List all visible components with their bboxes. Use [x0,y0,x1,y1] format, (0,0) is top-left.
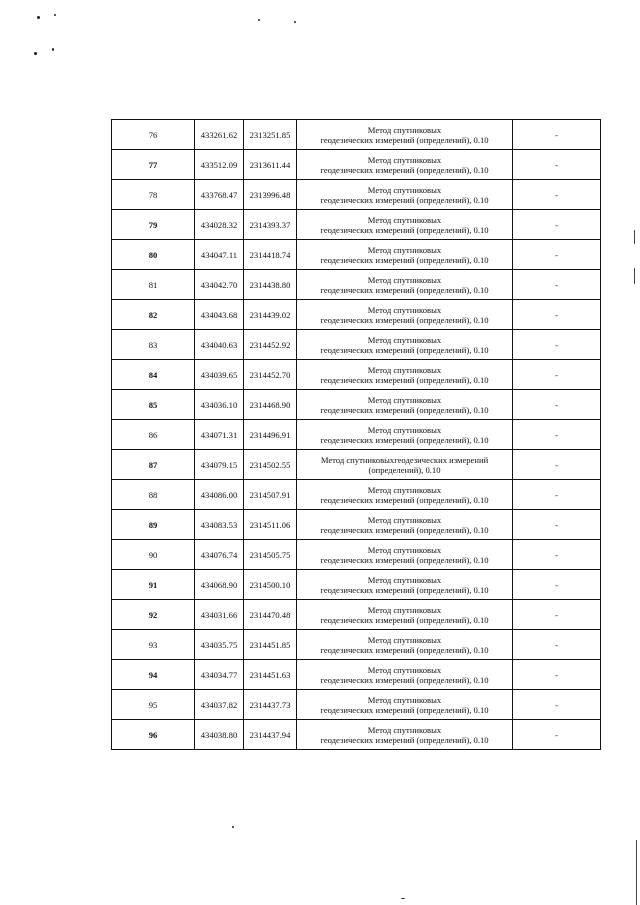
x-coordinate-cell: 434042.70 [195,270,244,300]
point-number-cell: 80 [112,240,195,270]
table-row [112,120,601,150]
error-cell: - [513,210,601,240]
error-cell: - [513,630,601,660]
method-line-1: Метод спутниковых [367,634,442,645]
error-cell: - [513,600,601,630]
point-number-cell: 82 [112,300,195,330]
table-row [112,660,601,690]
scan-speck [54,14,56,16]
scan-edge-line [634,268,635,284]
x-coordinate-cell: 433261.62 [195,120,244,150]
error-cell: - [513,660,601,690]
method-line-1: Метод спутниковых [367,664,442,675]
y-coordinate-cell: 2314452.70 [244,360,297,390]
method-line-2: геодезических измерений (определений), 0.10 [320,374,489,385]
method-line-1: Метод спутниковых [367,544,442,555]
y-coordinate-cell: 2314393.37 [244,210,297,240]
method-cell [297,540,513,570]
method-line-1: Метод спутниковых [367,334,442,345]
method-line-1: Метод спутниковых [367,364,442,375]
point-number-cell: 78 [112,180,195,210]
point-number-cell: 89 [112,510,195,540]
method-line-2: геодезических измерений (определений), 0.10 [320,524,489,535]
x-coordinate-cell: 434043.68 [195,300,244,330]
x-coordinate-cell: 434038.80 [195,720,244,750]
method-line-2: геодезических измерений (определений), 0.10 [320,134,489,145]
y-coordinate-cell: 2314451.85 [244,630,297,660]
scan-speck [258,19,260,21]
coordinates-table [111,119,601,750]
method-line-2: геодезических измерений (определений), 0.10 [320,284,489,295]
method-cell [297,270,513,300]
error-cell: - [513,360,601,390]
x-coordinate-cell: 434040.63 [195,330,244,360]
table-row [112,240,601,270]
error-cell: - [513,180,601,210]
error-cell: - [513,570,601,600]
point-number-cell: 90 [112,540,195,570]
method-cell [297,420,513,450]
x-coordinate-cell: 434083.53 [195,510,244,540]
method-line-2: геодезических измерений (определений), 0.10 [320,554,489,565]
method-line-2: геодезических измерений (определений), 0.10 [320,614,489,625]
x-coordinate-cell: 434028.32 [195,210,244,240]
scan-speck [37,16,40,19]
x-coordinate-cell: 433768.47 [195,180,244,210]
method-line-1: Метод спутниковых [367,124,442,135]
y-coordinate-cell: 2314437.94 [244,720,297,750]
point-number-cell: 84 [112,360,195,390]
y-coordinate-cell: 2314496.91 [244,420,297,450]
method-cell [297,300,513,330]
method-line-2: геодезических измерений (определений), 0.10 [320,164,489,175]
table-row [112,390,601,420]
method-cell [297,210,513,240]
method-line-1: Метод спутниковых [367,244,442,255]
error-cell: - [513,240,601,270]
x-coordinate-cell: 434071.31 [195,420,244,450]
y-coordinate-cell: 2314452.92 [244,330,297,360]
method-line-1: Метод спутниковых [367,514,442,525]
scan-speck [401,898,405,899]
method-cell [297,240,513,270]
error-cell: - [513,390,601,420]
x-coordinate-cell: 434047.11 [195,240,244,270]
point-number-cell: 88 [112,480,195,510]
point-number-cell: 87 [112,450,195,480]
method-line-1: Метод спутниковых [367,574,442,585]
method-line-2: (определений), 0.10 [368,464,441,475]
method-cell [297,660,513,690]
method-line-2: геодезических измерений (определений), 0.10 [320,434,489,445]
point-number-cell: 83 [112,330,195,360]
x-coordinate-cell: 434031.66 [195,600,244,630]
method-cell [297,360,513,390]
method-cell [297,510,513,540]
method-cell [297,720,513,750]
method-line-2: геодезических измерений (определений), 0.10 [320,194,489,205]
table-row [112,570,601,600]
method-cell [297,570,513,600]
y-coordinate-cell: 2314468.90 [244,390,297,420]
method-cell [297,180,513,210]
error-cell: - [513,300,601,330]
scan-speck [52,48,54,51]
method-line-1: Метод спутниковых [367,154,442,165]
table-row [112,510,601,540]
y-coordinate-cell: 2314502.55 [244,450,297,480]
method-line-2: геодезических измерений (определений), 0.10 [320,404,489,415]
error-cell: - [513,480,601,510]
method-line-1: Метод спутниковых [367,484,442,495]
error-cell: - [513,540,601,570]
y-coordinate-cell: 2314500.10 [244,570,297,600]
error-cell: - [513,720,601,750]
point-number-cell: 94 [112,660,195,690]
x-coordinate-cell: 434086.00 [195,480,244,510]
point-number-cell: 96 [112,720,195,750]
method-line-2: геодезических измерений (определений), 0.10 [320,254,489,265]
point-number-cell: 79 [112,210,195,240]
point-number-cell: 92 [112,600,195,630]
error-cell: - [513,690,601,720]
method-cell [297,450,513,480]
x-coordinate-cell: 434036.10 [195,390,244,420]
point-number-cell: 85 [112,390,195,420]
table-row [112,330,601,360]
table-row [112,420,601,450]
method-line-1: Метод спутниковыхгеодезических измерений [320,454,489,465]
error-cell: - [513,330,601,360]
error-cell: - [513,420,601,450]
x-coordinate-cell: 434034.77 [195,660,244,690]
point-number-cell: 76 [112,120,195,150]
method-line-1: Метод спутниковых [367,394,442,405]
method-line-1: Метод спутниковых [367,424,442,435]
method-line-2: геодезических измерений (определений), 0.10 [320,584,489,595]
method-cell [297,330,513,360]
x-coordinate-cell: 434068.90 [195,570,244,600]
method-cell [297,120,513,150]
method-cell [297,690,513,720]
error-cell: - [513,270,601,300]
y-coordinate-cell: 2314470.48 [244,600,297,630]
y-coordinate-cell: 2313996.48 [244,180,297,210]
y-coordinate-cell: 2314439.02 [244,300,297,330]
method-cell [297,630,513,660]
method-line-1: Метод спутниковых [367,694,442,705]
error-cell: - [513,150,601,180]
table-row [112,180,601,210]
method-cell [297,480,513,510]
y-coordinate-cell: 2314505.75 [244,540,297,570]
table-row [112,300,601,330]
x-coordinate-cell: 434037.82 [195,690,244,720]
method-cell [297,150,513,180]
method-line-1: Метод спутниковых [367,724,442,735]
table-row [112,600,601,630]
method-line-1: Метод спутниковых [367,184,442,195]
method-cell [297,390,513,420]
table-row [112,360,601,390]
point-number-cell: 93 [112,630,195,660]
x-coordinate-cell: 433512.09 [195,150,244,180]
method-line-2: геодезических измерений (определений), 0.10 [320,344,489,355]
method-line-2: геодезических измерений (определений), 0.10 [320,704,489,715]
table-row [112,690,601,720]
point-number-cell: 81 [112,270,195,300]
method-line-2: геодезических измерений (определений), 0.10 [320,314,489,325]
table-row [112,720,601,750]
method-line-1: Метод спутниковых [367,304,442,315]
point-number-cell: 77 [112,150,195,180]
y-coordinate-cell: 2314438.80 [244,270,297,300]
table-row [112,210,601,240]
error-cell: - [513,120,601,150]
scan-edge-line [636,840,637,905]
y-coordinate-cell: 2313611.44 [244,150,297,180]
scan-speck [294,21,296,23]
table-row [112,270,601,300]
scan-edge-line [634,230,635,244]
y-coordinate-cell: 2314507.91 [244,480,297,510]
y-coordinate-cell: 2314437.73 [244,690,297,720]
table-row [112,480,601,510]
table-row [112,630,601,660]
x-coordinate-cell: 434039.65 [195,360,244,390]
point-number-cell: 95 [112,690,195,720]
method-line-2: геодезических измерений (определений), 0.10 [320,674,489,685]
method-line-1: Метод спутниковых [367,214,442,225]
scan-speck [34,52,37,55]
method-line-2: геодезических измерений (определений), 0.10 [320,494,489,505]
x-coordinate-cell: 434076.74 [195,540,244,570]
y-coordinate-cell: 2313251.85 [244,120,297,150]
y-coordinate-cell: 2314418.74 [244,240,297,270]
error-cell: - [513,450,601,480]
table-row [112,150,601,180]
point-number-cell: 86 [112,420,195,450]
x-coordinate-cell: 434035.75 [195,630,244,660]
coordinates-table-body [112,120,601,750]
method-cell [297,600,513,630]
scan-speck [232,826,234,828]
method-line-1: Метод спутниковых [367,604,442,615]
x-coordinate-cell: 434079.15 [195,450,244,480]
method-line-2: геодезических измерений (определений), 0.10 [320,224,489,235]
table-row [112,540,601,570]
y-coordinate-cell: 2314511.06 [244,510,297,540]
method-line-2: геодезических измерений (определений), 0.10 [320,734,489,745]
method-line-1: Метод спутниковых [367,274,442,285]
error-cell: - [513,510,601,540]
table-row [112,450,601,480]
y-coordinate-cell: 2314451.63 [244,660,297,690]
point-number-cell: 91 [112,570,195,600]
method-line-2: геодезических измерений (определений), 0.10 [320,644,489,655]
